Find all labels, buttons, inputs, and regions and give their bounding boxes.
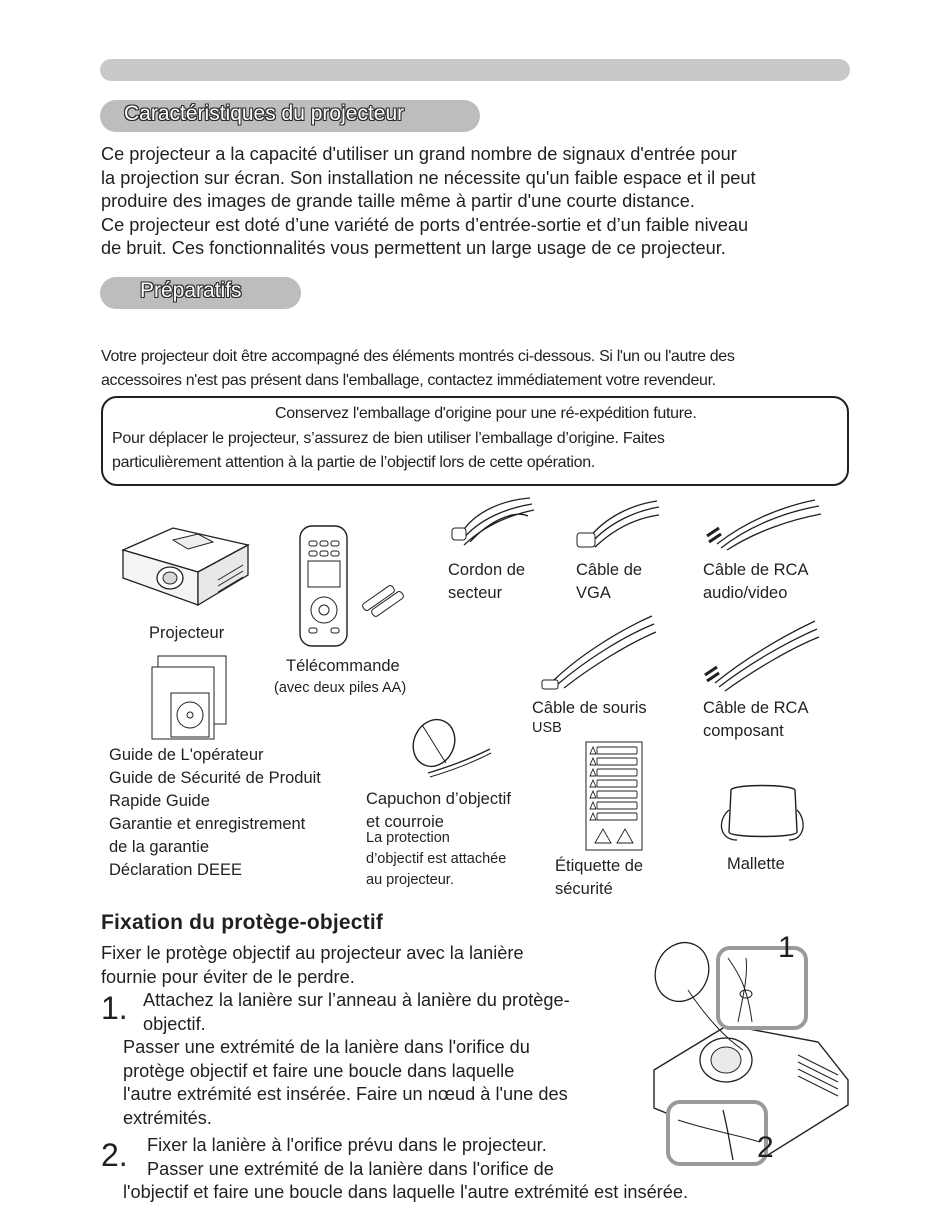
lens-cover-intro [101,942,524,989]
list-item: Déclaration DEEE [109,861,242,879]
power-cord-label: Cordon de secteur [448,561,526,602]
section-title: Caractéristiques du projecteur [124,102,405,125]
documents-list [109,744,321,882]
lens-cap-note: La protection d’objectif est attachée au projecteur. [366,830,507,888]
section-title: Préparatifs [140,279,242,302]
text-line: fournie pour éviter de le perdre. [101,966,355,987]
list-item: de la garantie [109,838,209,856]
text-line: extrémités. [123,1107,212,1128]
text-line: accessoires n'est pas présent dans l'emballage, contactez immédiatement votre revendeur. [101,372,716,389]
section-heading-features [100,100,480,132]
text-line: Passer une extrémité de la lanière dans l'orifice du [123,1037,530,1057]
note-line: particulièrement attention à la partie de l’objectif lors de cette opération. [112,454,595,471]
carrying-bag-icon [713,780,811,848]
section-heading-preparation [100,277,301,309]
rca-component-label: Câble de RCA composant [703,699,809,740]
rca-cable-icon [705,492,825,556]
text-line: Ce projecteur a la capacité d'utiliser un grand nombre de signaux d'entrée pour [101,144,737,164]
text-line: l'autre extrémité est insérée. Faire un nœud à l'une des [123,1084,568,1104]
usb-cable-icon [540,610,660,696]
list-item: Guide de L'opérateur [109,746,264,764]
lens-cover-heading: Fixation du protège-objectif [101,911,384,934]
step1-detail [123,1036,568,1130]
safety-label-icon [585,741,643,851]
step-number: 1. [101,990,128,1026]
text-line: Ce projecteur est doté d’une variété de ports d’entrée-sortie et d’un faible niveau [101,214,749,235]
safety-label-text: Étiquette de sécurité [555,857,644,898]
text-line: produire des images de grande taille même à partir d'une courte distance. [101,191,695,211]
step2-text [147,1134,554,1181]
bag-label: Mallette [727,855,785,873]
lens-cover-diagram [648,930,850,1168]
usb-label: USB [532,720,562,736]
list-item: Garantie et enregistrement [109,815,306,833]
lens-cap-icon [408,715,493,787]
vga-cable-label: Câble de VGA [576,561,643,602]
list-item: Guide de Sécurité de Produit [109,769,321,787]
text-line: Votre projecteur doit être accompagné des éléments montrés ci-dessous. Si l'un ou l'autre des [101,348,735,365]
callout-1: 1 [778,931,795,964]
remote-label: Télécommande [286,657,400,675]
remote-control-illustration [298,524,350,648]
text-line: objectif. [143,1013,206,1034]
header-bar [100,59,850,81]
list-item: Rapide Guide [109,792,210,810]
rca-av-label: Câble de RCA audio/video [703,561,809,602]
step2-continuation: l'objectif et faire une boucle dans laquelle l'autre extrémité est insérée. [123,1182,689,1202]
vga-cable-icon [575,493,663,555]
step-number: 2. [101,1137,128,1173]
text-line: Attachez la lanière sur l’anneau à lanière du protège- [143,990,570,1010]
callout-2: 2 [757,1131,774,1164]
note-box [101,396,849,486]
cd-icon [170,692,210,738]
remote-note: (avec deux piles AA) [274,680,407,696]
projector-label: Projecteur [149,624,225,642]
rca-component-icon [703,615,823,695]
step1-text [143,989,570,1036]
text-line: Fixer le protège objectif au projecteur avec la lanière [101,943,524,963]
preparation-intro [101,345,734,393]
usb-mouse-label: Câble de souris [532,699,647,717]
text-line: Passer une extrémité de la lanière dans l'orifice de [147,1158,554,1179]
note-line: Conservez l'emballage d'origine pour une ré-expédition future. [275,405,697,422]
projector-illustration [118,520,253,615]
note-line: Pour déplacer le projecteur, s’assurez de bien utiliser l’emballage d’origine. Faites [112,430,665,447]
text-line: la projection sur écran. Son installation ne nécessite qu'un faible espace et il peut [101,167,756,188]
lens-cap-label: Capuchon d’objectif et courroie [366,790,511,831]
text-line: de bruit. Ces fonctionnalités vous permettent un large usage de ce projecteur. [101,238,726,258]
power-cord-icon [450,490,538,552]
text-line: protège objectif et faire une boucle dans laquelle [123,1060,515,1081]
text-line: Fixer la lanière à l'orifice prévu dans le projecteur. [147,1135,547,1155]
battery-icon [358,585,408,617]
features-paragraph [101,143,756,261]
